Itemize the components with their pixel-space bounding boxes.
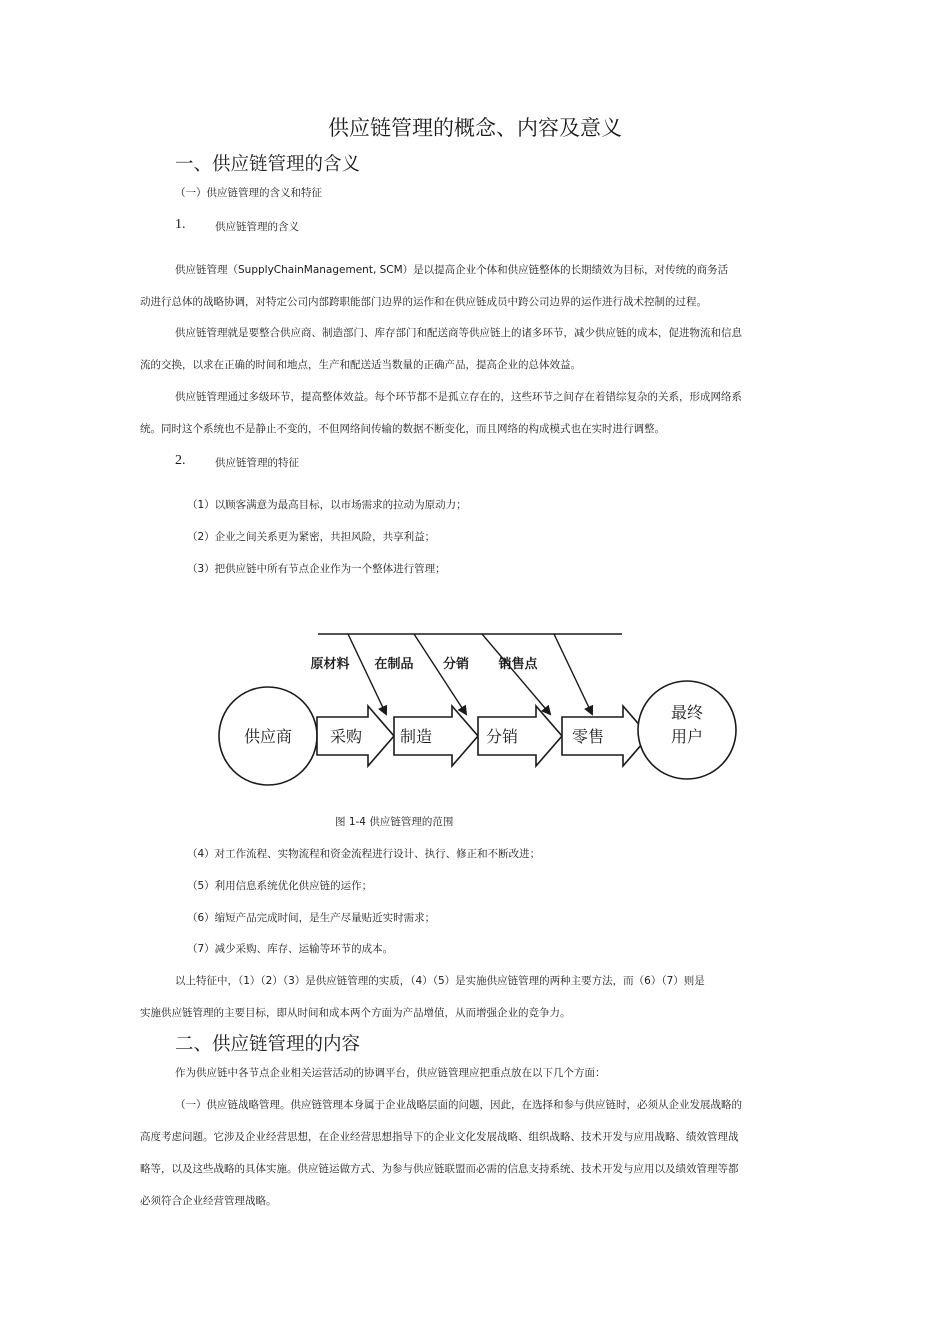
item-number-2: 2.: [175, 453, 186, 468]
supply-chain-diagram: [210, 620, 750, 790]
paragraph-1-line-2: 动进行总体的战略协调，对特定公司内部跨职能部门边界的运作和在供应链成员中跨公司边界的运作进行战术控制的过程。: [140, 296, 707, 308]
paragraph-2-line-1: 供应链管理就是要整合供应商、制造部门、库存部门和配送商等供应链上的诸多环节，减少供应链的成本，促进物流和信息: [175, 327, 742, 339]
feature-item: （1）以顾客满意为最高目标，以市场需求的拉动为原动力；: [187, 499, 467, 511]
paragraph-1-line-1: 供应链管理（SupplyChainManagement, SCM）是以提高企业个体和供应链整体的长期绩效为目标，对传统的商务活: [175, 264, 729, 276]
arrow-raw-materials: [348, 634, 386, 714]
label-point-of-sale: 销售点: [498, 657, 538, 672]
feature-item: （7）减少采购、库存、运输等环节的成本。: [187, 943, 394, 955]
arrow-work-in-process: [414, 634, 466, 714]
document-title: 供应链管理的概念、内容及意义: [328, 116, 622, 140]
section-heading-1: 一、供应链管理的含义: [175, 154, 361, 175]
stage-label-procurement: 采购: [329, 727, 363, 746]
end-user-label-line-1: 最终: [670, 703, 704, 722]
feature-item: （2）企业之间关系更为紧密，共担风险，共享利益；: [187, 531, 436, 543]
feature-item: （5）利用信息系统优化供应链的运作；: [187, 880, 373, 892]
summary-line-2: 实施供应链管理的主要目标，即从时间和成本两个方面为产品增值，从而增强企业的竞争力。: [140, 1007, 571, 1019]
end-user-label-line-2: 用户: [670, 727, 704, 746]
paragraph-3-line-2: 统。同时这个系统也不是静止不变的，不但网络间传输的数据不断变化，而且网络的构成模式也在实时进行调整。: [140, 423, 665, 435]
supplier-label: 供应商: [243, 727, 293, 746]
stage-label-manufacturing: 制造: [399, 727, 433, 746]
paragraph-5-line-1: （一）供应链战略管理。供应链管理本身属于企业战略层面的问题，因此，在选择和参与供应链时，必须从企业发展战略的: [175, 1099, 742, 1111]
paragraph-3-line-1: 供应链管理通过多级环节，提高整体效益。每个环节都不是孤立存在的，这些环节之间存在着错综复杂的关系，形成网络系: [175, 391, 742, 403]
arrow-distribution: [482, 634, 550, 714]
subsection-heading: （一）供应链管理的含义和特征: [175, 187, 322, 199]
summary-line-1: 以上特征中，（1）（2）（3）是供应链管理的实质，（4）（5）是实施供应链管理的两种主要方法，而（6）（7）则是: [175, 975, 705, 987]
item-label-2: 供应链管理的特征: [215, 457, 299, 469]
feature-item: （4）对工作流程、实物流程和资金流程进行设计、执行、修正和不断改进；: [187, 848, 541, 860]
item-label-1: 供应链管理的含义: [215, 221, 299, 233]
stage-label-distribution: 分销: [485, 727, 519, 746]
item-number-1: 1.: [175, 217, 186, 232]
section-heading-2: 二、供应链管理的内容: [175, 1034, 361, 1055]
paragraph-5-line-3: 略等，以及这些战略的具体实施。供应链运做方式、为参与供应链联盟而必需的信息支持系统、技术开发与应用以及绩效管理等都: [140, 1163, 739, 1175]
paragraph-5-line-2: 高度考虑问题。它涉及企业经营思想，在企业经营思想指导下的企业文化发展战略、组织战略、技术开发与应用战略、绩效管理战: [140, 1131, 739, 1143]
paragraph-5-line-4: 必须符合企业经营管理战略。: [140, 1195, 277, 1207]
paragraph-2-line-2: 流的交换，以求在正确的时间和地点，生产和配送适当数量的正确产品，提高企业的总体效益。: [140, 359, 581, 371]
label-distribution: 分销: [442, 657, 470, 672]
material-flow-arrows: [348, 634, 592, 714]
feature-item: （3）把供应链中所有节点企业作为一个整体进行管理；: [187, 563, 446, 575]
stage-label-retail: 零售: [571, 727, 605, 746]
figure-caption: 图 1-4 供应链管理的范围: [335, 816, 454, 828]
label-work-in-process: 在制品: [374, 657, 414, 672]
paragraph-4: 作为供应链中各节点企业相关运营活动的协调平台，供应链管理应把重点放在以下几个方面：: [175, 1067, 606, 1079]
label-raw-materials: 原材料: [310, 657, 350, 672]
arrow-point-of-sale: [554, 634, 592, 714]
feature-item: （6）缩短产品完成时间，是生产尽量贴近实时需求；: [187, 912, 436, 924]
